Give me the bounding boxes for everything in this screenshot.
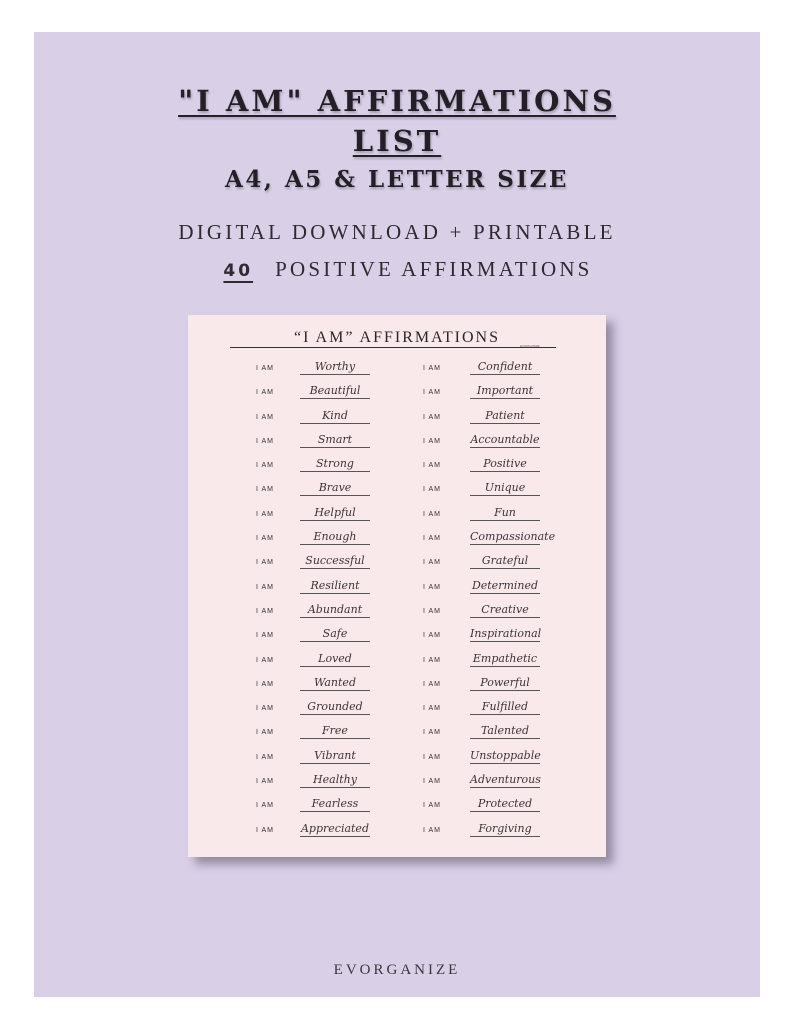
affirmation-rows [188,359,606,845]
affirmation-row [188,359,606,383]
affirmation-word-left: Brave [300,481,370,496]
affirmation-prefix: I AM [423,462,442,470]
affirmation-prefix: I AM [256,632,275,640]
affirmation-word-right: Empathetic [470,652,540,667]
affirmation-prefix: I AM [423,680,442,688]
affirmation-prefix: I AM [423,389,442,397]
affirmation-prefix: I AM [423,778,442,786]
affirmation-prefix: I AM [256,778,275,786]
affirmation-row [188,796,606,820]
affirmation-word-right: Grateful [470,554,540,569]
affirmation-row [188,578,606,602]
affirmation-row [188,553,606,577]
affirmation-prefix: I AM [423,826,442,834]
affirmation-count: 40 [223,261,254,281]
affirmation-word-right: Determined [471,578,539,592]
affirmation-row [188,383,606,407]
affirmation-word-right: Adventurous [470,773,541,787]
affirmation-word-left: Strong [300,457,370,472]
affirmation-word-left: Free [300,724,370,739]
affirmation-prefix: I AM [256,656,275,664]
affirmation-word-left: Helpful [300,506,370,521]
affirmation-row [188,748,606,772]
affirmation-word-left: Enough [300,530,370,545]
affirmation-word-left: Kind [300,409,370,424]
affirmation-word-left: Grounded [300,700,370,715]
sheet-title-rule [230,347,556,348]
affirmation-word-left: Appreciated [300,821,369,835]
affirmation-prefix: I AM [423,656,442,664]
affirmation-row [188,675,606,699]
affirmation-word-left: Fearless [300,797,370,812]
subtitle-line-1: DIGITAL DOWNLOAD + PRINTABLE [178,220,616,244]
affirmation-row [188,723,606,747]
affirmations-sheet-preview [188,315,606,857]
affirmation-prefix: I AM [256,462,275,470]
affirmation-word-left: Wanted [300,676,370,691]
affirmation-prefix: I AM [423,632,442,640]
affirmation-row [188,432,606,456]
affirmation-word-left: Smart [300,433,370,448]
subtitle-line-2-text: POSITIVE AFFIRMATIONS [275,257,593,281]
affirmation-row [188,505,606,529]
affirmation-prefix: I AM [423,413,442,421]
affirmation-word-right: Accountable [470,432,540,446]
affirmation-row [188,699,606,723]
affirmation-word-left: Abundant [300,603,370,618]
affirmation-prefix: I AM [256,583,275,591]
affirmation-row [188,821,606,845]
affirmation-prefix: I AM [256,510,275,518]
affirmation-prefix: I AM [256,559,275,567]
affirmation-word-right: Positive [470,457,540,472]
affirmation-word-right: Confident [470,360,540,375]
affirmation-row [188,480,606,504]
affirmation-word-left: Healthy [300,773,370,788]
affirmation-row [188,772,606,796]
background-panel [34,32,760,997]
affirmation-prefix: I AM [423,583,442,591]
affirmation-prefix: I AM [256,705,275,713]
affirmation-prefix: I AM [256,729,275,737]
affirmation-word-left: Resilient [300,579,370,594]
affirmation-word-left: Successful [300,554,370,569]
affirmation-prefix: I AM [423,559,442,567]
subtitle-line-2 [34,257,760,282]
affirmation-prefix: I AM [423,365,442,372]
affirmation-word-right: Fun [470,506,540,521]
affirmation-prefix: I AM [423,607,442,615]
affirmation-prefix: I AM [423,535,442,543]
affirmation-prefix: I AM [423,486,442,494]
affirmation-word-right: Fulfilled [470,700,540,715]
affirmation-prefix: I AM [256,413,275,421]
affirmation-prefix: I AM [256,365,275,372]
affirmation-word-left: Beautiful [300,384,370,399]
size-line: A4, A5 & LETTER SIZE [225,166,569,193]
affirmation-row [188,626,606,650]
affirmation-word-right: Patient [470,409,540,424]
affirmation-prefix: I AM [256,486,275,494]
title-line-2: LIST [352,124,442,158]
affirmation-prefix: I AM [423,753,442,761]
affirmation-prefix: I AM [256,802,275,810]
title-line-1: "I AM" AFFIRMATIONS [178,84,616,118]
affirmation-word-right: Unstoppable [470,748,541,762]
affirmation-word-left: Vibrant [300,749,370,764]
affirmation-prefix: I AM [256,680,275,688]
affirmation-prefix: I AM [256,607,275,615]
affirmation-word-left: Loved [300,652,370,667]
affirmation-prefix: I AM [423,729,442,737]
affirmation-word-right: Unique [470,481,540,496]
sheet-title: “I AM” AFFIRMATIONS [293,329,500,346]
affirmation-prefix: I AM [423,705,442,713]
affirmation-prefix: I AM [256,389,275,397]
affirmation-word-right: Talented [470,724,540,739]
affirmation-prefix: I AM [423,510,442,518]
affirmation-prefix: I AM [256,437,275,445]
affirmation-word-right: Powerful [470,676,540,691]
affirmation-word-right: Inspirational [470,627,542,641]
affirmation-word-right: Compassionate [470,530,556,544]
footer-brand: EVORGANIZE [333,962,461,978]
affirmation-prefix: I AM [423,437,442,445]
sheet-brand-mini: EVORGANIZE [520,344,540,348]
affirmation-row [188,651,606,675]
affirmation-row [188,602,606,626]
affirmation-prefix: I AM [256,826,275,834]
affirmation-word-right: Forgiving [470,822,540,837]
affirmation-prefix: I AM [256,535,275,543]
affirmation-word-left: Safe [300,627,370,642]
affirmation-row [188,529,606,553]
affirmation-row [188,408,606,432]
affirmation-word-left: Worthy [300,360,370,375]
affirmation-prefix: I AM [256,753,275,761]
affirmation-prefix: I AM [423,802,442,810]
affirmation-word-right: Important [470,384,540,399]
affirmation-word-right: Protected [470,797,540,812]
affirmation-row [188,456,606,480]
affirmation-word-right: Creative [470,603,540,618]
